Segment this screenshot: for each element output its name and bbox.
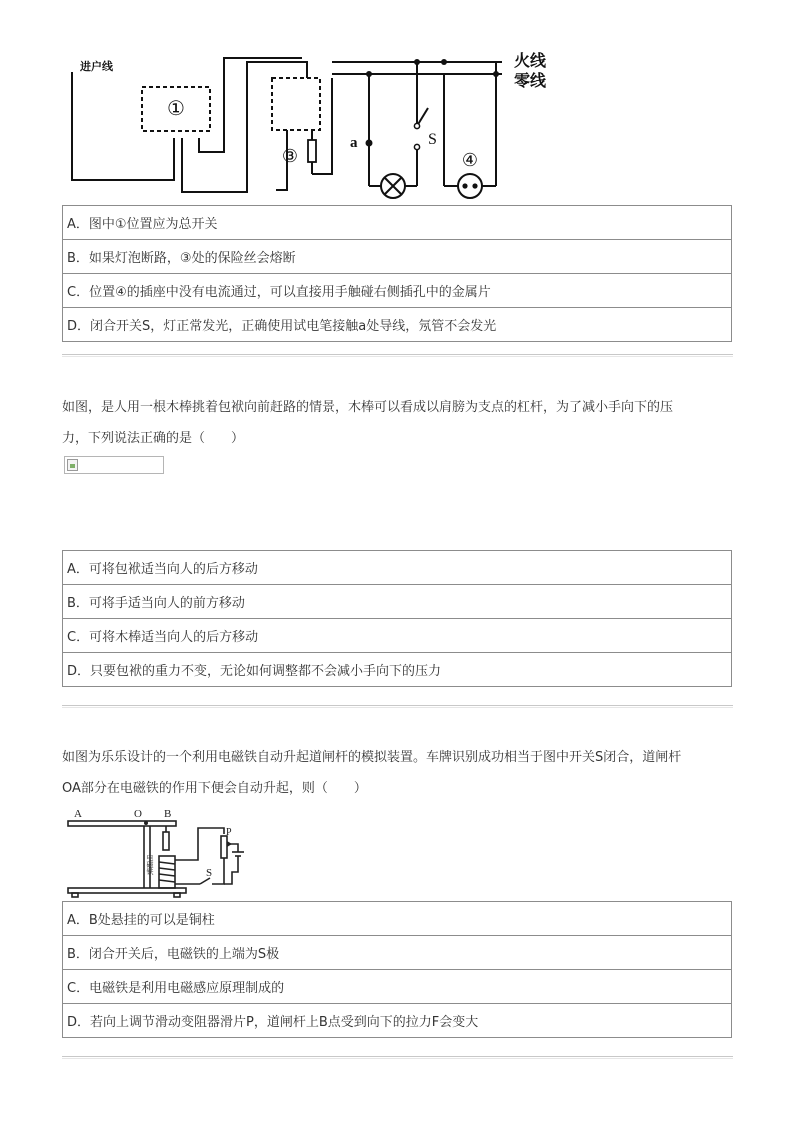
label-point-a: a: [350, 135, 358, 151]
q2-broken-image: [64, 456, 164, 474]
label-position-4: ④: [461, 150, 479, 171]
label-switch-s: S: [428, 131, 437, 148]
q3-option-c[interactable]: [63, 970, 732, 1004]
q2-stem-line-2: 力，下列说法正确的是（ ）: [62, 431, 245, 446]
q1-option-b-text: B．如果灯泡断路，③处的保险丝会熔断: [67, 251, 296, 266]
q2-options-table: [62, 550, 732, 687]
label-point-o: O: [134, 808, 142, 820]
label-slider-p: P: [226, 827, 232, 838]
broken-image-icon: [67, 459, 78, 471]
q3-option-b-text: B．闭合开关后，电磁铁的上端为S极: [67, 947, 280, 962]
q2-option-c[interactable]: [63, 619, 732, 653]
question-divider: [62, 705, 733, 706]
q1-option-d[interactable]: [63, 308, 732, 342]
q3-option-d-text: D．若向上调节滑动变阻器滑片P，道闸杆上B点受到向下的拉力F会变大: [67, 1015, 479, 1030]
label-point-a: A: [74, 808, 82, 820]
label-live-wire: 火线: [514, 51, 547, 70]
q3-option-b[interactable]: [63, 936, 732, 970]
q1-option-a[interactable]: [63, 206, 732, 240]
q1-option-a-text: A．图中①位置应为总开关: [67, 217, 218, 232]
q2-option-b[interactable]: [63, 585, 732, 619]
q1-option-c-text: C．位置④的插座中没有电流通过，可以直接用手触碰右侧插孔中的金属片: [67, 285, 491, 300]
q3-option-c-text: C．电磁铁是利用电磁感应原理制成的: [67, 981, 285, 996]
q2-option-a-text: A．可将包袱适当向人的后方移动: [67, 562, 258, 577]
q3-options-table: [62, 901, 732, 1038]
label-neutral-wire: 零线: [514, 71, 547, 90]
label-incoming-line: 进户线: [80, 60, 113, 73]
label-switch-s: S: [206, 867, 213, 879]
household-circuit-figure: [62, 40, 562, 205]
q3-stem: [62, 742, 734, 804]
q3-option-a[interactable]: [63, 902, 732, 936]
q1-option-b[interactable]: [63, 240, 732, 274]
q2-stem: [62, 392, 734, 454]
question-divider: [62, 354, 733, 355]
q2-stem-line-1: 如图，是人用一根木棒挑着包袱向前赶路的情景，木棒可以看成以肩膀为支点的杠杆，为了减小手向下的压: [62, 400, 674, 415]
q3-stem-line-1: 如图为乐乐设计的一个利用电磁铁自动升起道闸杆的模拟装置。车牌识别成功相当于图中开关S闭合，道闸杆: [62, 750, 682, 765]
label-position-1: ①: [167, 96, 185, 120]
q1-option-c[interactable]: [63, 274, 732, 308]
label-position-3: ③: [281, 146, 299, 167]
label-electromagnet: 电磁铁: [146, 854, 154, 875]
q3-stem-line-2: OA部分在电磁铁的作用下便会自动升起，则（ ）: [62, 781, 367, 796]
q3-option-a-text: A．B处悬挂的可以是铜柱: [67, 913, 215, 928]
q2-option-d-text: D．只要包袱的重力不变，无论如何调整都不会减小手向下的压力: [67, 664, 442, 679]
label-point-b: B: [164, 808, 172, 820]
q1-options-table: [62, 205, 732, 342]
barrier-gate-figure: [62, 806, 262, 898]
q2-option-b-text: B．可将手适当向人的前方移动: [67, 596, 245, 611]
q2-option-d[interactable]: [63, 653, 732, 687]
q2-option-a[interactable]: [63, 551, 732, 585]
q2-option-c-text: C．可将木棒适当向人的后方移动: [67, 630, 259, 645]
question-divider: [62, 1056, 733, 1057]
q1-option-d-text: D．闭合开关S，灯正常发光，正确使用试电笔接触a处导线，氖管不会发光: [67, 319, 497, 334]
q3-option-d[interactable]: [63, 1004, 732, 1038]
